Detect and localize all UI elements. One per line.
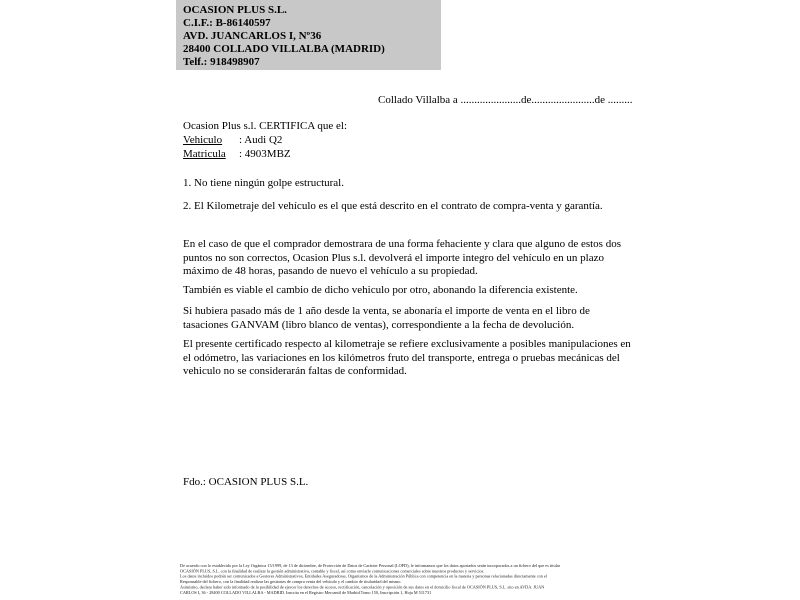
legal-line: Los datos incluidos podrán ser comunicados a Gestores Administrativos, Entidades Aseguradoras, Organismos de la Administración Pública con competencia en la materia y personas relacionadas directamente con el: [180, 573, 547, 579]
certify-intro: Ocasion Plus s.l. CERTIFICA que el:: [183, 120, 348, 132]
plate-value: : 4903MBZ: [239, 148, 291, 160]
company-name: OCASION PLUS S.L.: [183, 4, 287, 16]
date-line: Collado Villalba a ......................de.......................de .........: [378, 94, 633, 106]
vehicle-label: Vehiculo: [183, 134, 223, 146]
legal-text: [180, 563, 630, 595]
company-city: 28400 COLLADO VILLALBA (MADRID): [183, 43, 385, 55]
legal-line: De acuerdo con lo establecido por la Ley Orgánica 15/1999, de 13 de diciembre, de Protección de Datos de Carácter Personal (LOPD), le informamos que los datos aportados serán incorporados a un fichero del que es titular: [180, 563, 561, 568]
company-cif: C.I.F.: B-86140597: [183, 17, 271, 29]
plate-row: [183, 147, 347, 161]
signature-line: Fdo.: OCASION PLUS S.L.: [183, 476, 309, 488]
legal-line: OCASIÓN PLUS, S.L. con la finalidad de realizar la gestión administrativa, contable y fiscal, así como enviarle comunicaciones comerciales sobre nuestros productos y servicios.: [180, 568, 485, 574]
certify-block: [183, 119, 347, 161]
vehicle-value: : Audi Q2: [239, 134, 283, 146]
letterhead: [176, 0, 441, 70]
legal-line: Responsable del fichero, con la finalidad realizar las gestiones de compra venta del vehículo y el cambio de titularidad del mismo.: [180, 579, 402, 585]
paragraph-exchange: También es viable el cambio de dicho vehiculo por otro, abonando la diferencia existente.: [183, 284, 578, 296]
point-mileage: 2. El Kilometraje del vehículo es el que está descrito en el contrato de compra-venta y garantía.: [183, 200, 603, 212]
vehicle-row: [183, 133, 347, 147]
company-phone: Telf.: 918498907: [183, 56, 260, 68]
paragraph-odometer: El presente certificado respecto al kilometraje se refiere exclusivamente a posibles manipulaciones en el odómetro, las variaciones en los kilómetros fruto del transporte, entrega o pruebas mecánicas del vehiculo no se considerarán faltas de conformidad.: [183, 338, 631, 377]
legal-line: CARLOS I, 36 - 28400 COLLADO VILLALBA - MADRID. Inscrita en el Registro Mercantil de Madrid Tomo 150, Inscripción 1, Hoja M 511731: [180, 589, 432, 595]
company-address: AVD. JUANCARLOS I, Nº36: [183, 30, 322, 42]
plate-label: Matricula: [183, 148, 226, 160]
paragraph-ganvam: Si hubiera pasado más de 1 año desde la venta, se abonaría el importe de venta en el libro de tasaciones GANVAM (libro blanco de ventas), correspondiente a la fecha de devolución.: [183, 305, 590, 331]
paragraph-refund-policy: En el caso de que el comprador demostrara de una forma fehaciente y clara que alguno de estos dos puntos no son correctos, Ocasion Plus s.l. devolverá el importe integro del vehículo en un plazo máximo de 48 horas, pasando de nuevo el vehículo a su propiedad.: [183, 238, 621, 277]
point-no-structural-damage: 1. No tiene ningún golpe estructural.: [183, 177, 344, 189]
legal-line: Asimismo, declaro haber sido informado de la posibilidad de ejercer los derechos de acceso, rectificación, cancelación y oposición de sus datos en el domicilio fiscal de OCASIÓN PLUS, S.L. sito en AVDA. JUAN: [180, 584, 545, 590]
